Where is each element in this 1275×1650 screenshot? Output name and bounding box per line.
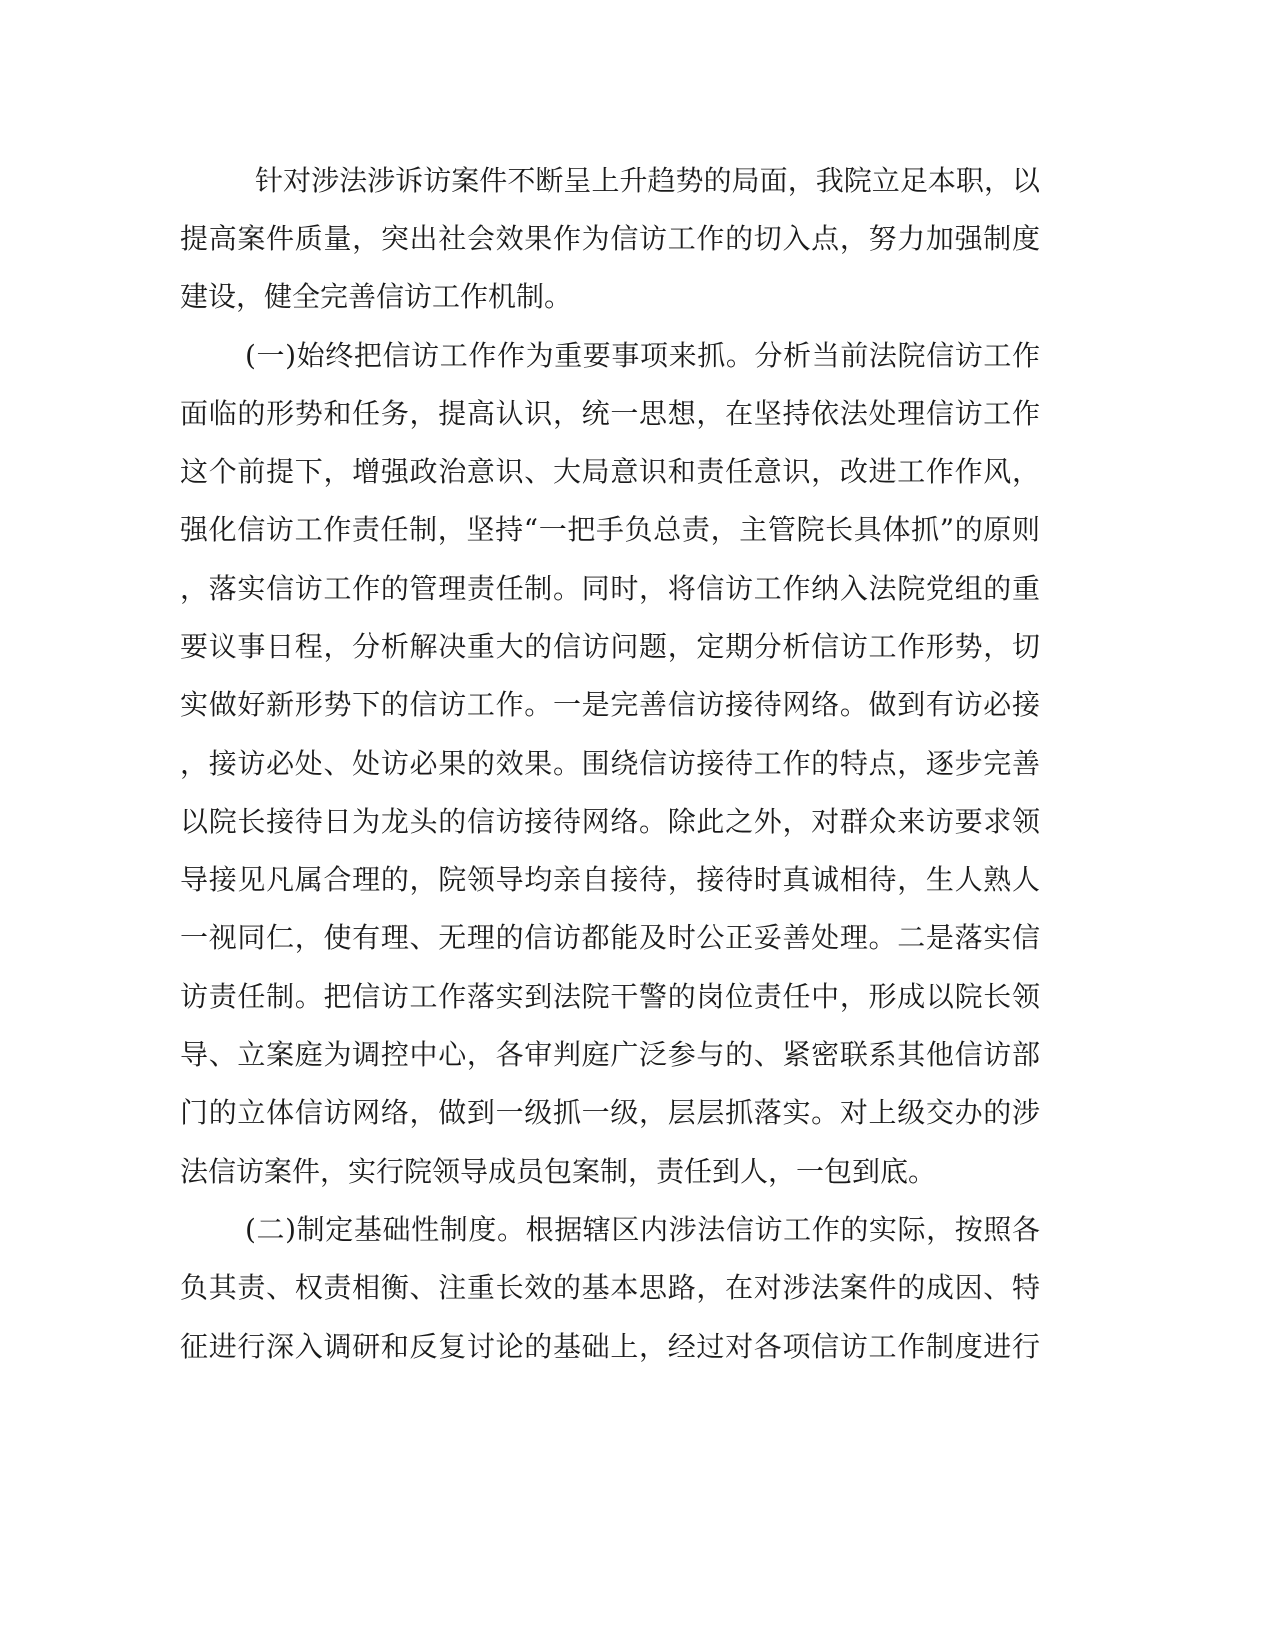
- paragraph-2-line-6: 要议事日程，分析解决重大的信访问题，定期分析信访工作形势，切: [180, 630, 1040, 663]
- paragraph-1-line-1: 针对涉法涉诉访案件不断呈上升趋势的局面，我院立足本职，以: [255, 164, 1040, 197]
- paragraph-2-line-12: 访责任制。把信访工作落实到法院干警的岗位责任中，形成以院长领: [180, 980, 1040, 1013]
- paragraph-2-line-1: (一)始终把信访工作作为重要事项来抓。分析当前法院信访工作: [245, 339, 1040, 372]
- paragraph-2-line-7: 实做好新形势下的信访工作。一是完善信访接待网络。做到有访必接: [180, 688, 1040, 721]
- paragraph-3-line-1: (二)制定基础性制度。根据辖区内涉法信访工作的实际，按照各: [245, 1213, 1040, 1246]
- paragraph-2-line-10: 导接见凡属合理的，院领导均亲自接待，接待时真诚相待，生人熟人: [180, 863, 1040, 896]
- paragraph-2-line-9: 以院长接待日为龙头的信访接待网络。除此之外，对群众来访要求领: [180, 805, 1040, 838]
- paragraph-2-line-8: ，接访必处、处访必果的效果。围绕信访接待工作的特点，逐步完善: [180, 747, 1040, 780]
- paragraph-1-line-3: 建设，健全完善信访工作机制。: [180, 280, 573, 313]
- paragraph-2-line-3: 这个前提下，增强政治意识、大局意识和责任意识，改进工作作风，: [180, 455, 1040, 488]
- paragraph-2-line-14: 门的立体信访网络，做到一级抓一级，层层抓落实。对上级交办的涉: [180, 1096, 1040, 1129]
- paragraph-2-line-2: 面临的形势和任务，提高认识，统一思想，在坚持依法处理信访工作: [180, 397, 1040, 430]
- paragraph-2-line-15: 法信访案件，实行院领导成员包案制，责任到人，一包到底。: [180, 1155, 937, 1188]
- paragraph-2-line-5: ，落实信访工作的管理责任制。同时，将信访工作纳入法院党组的重: [180, 572, 1040, 605]
- paragraph-3-line-3: 征进行深入调研和反复讨论的基础上，经过对各项信访工作制度进行: [180, 1330, 1040, 1363]
- paragraph-2-line-13: 导、立案庭为调控中心，各审判庭广泛参与的、紧密联系其他信访部: [180, 1038, 1040, 1071]
- paragraph-2-line-11: 一视同仁，使有理、无理的信访都能及时公正妥善处理。二是落实信: [180, 921, 1040, 954]
- paragraph-2-line-4: 强化信访工作责任制，坚持“一把手负总责，主管院长具体抓”的原则: [180, 513, 1040, 546]
- paragraph-3-line-2: 负其责、权责相衡、注重长效的基本思路，在对涉法案件的成因、特: [180, 1271, 1040, 1304]
- paragraph-1-line-2: 提高案件质量，突出社会效果作为信访工作的切入点，努力加强制度: [180, 222, 1040, 255]
